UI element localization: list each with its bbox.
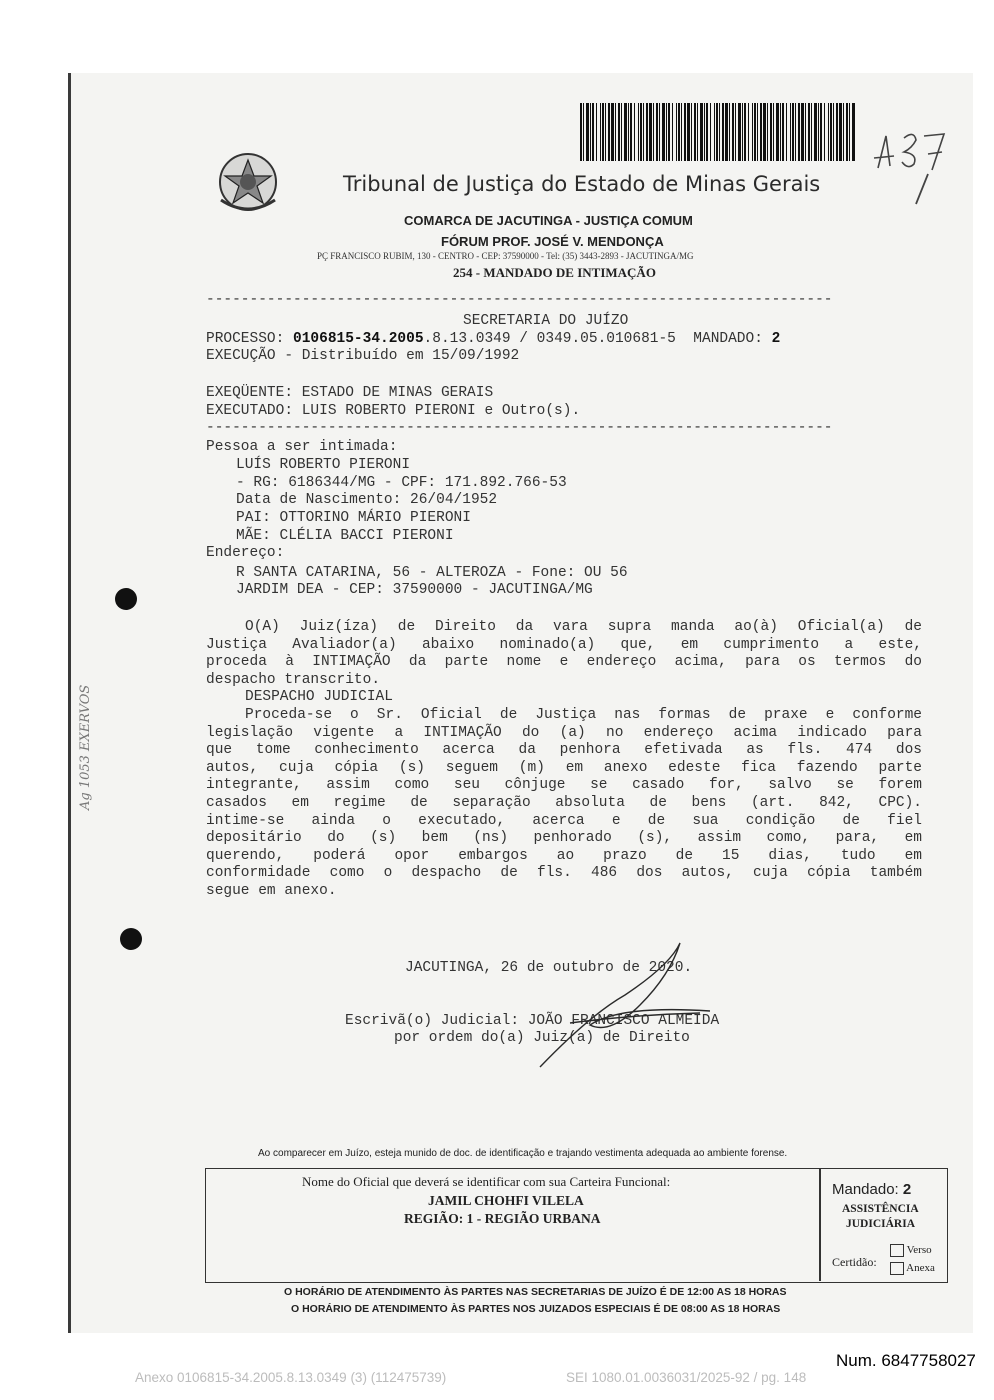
barcode-bar [624,103,627,161]
barcode-bar [659,103,660,161]
barcode-bar [586,103,589,161]
assistencia-label: ASSISTÊNCIA [842,1203,919,1215]
p2-line: casados em regime de separação absoluta de bens (art. 842, CPC). [206,794,922,811]
p2-line: intime-se ainda o executado, acerca e de sua condição de fiel [206,812,922,829]
oficial-label: Nome do Oficial que deverá se identificar com sua Carteira Funcional: [302,1174,671,1189]
comarca-heading: COMARCA DE JACUTINGA - JUSTIÇA COMUM [404,213,693,228]
barcode-bar [605,103,606,161]
forum-address: PÇ FRANCISCO RUBIM, 130 - CENTRO - CEP: 37590000 - Tel: (35) 3443-2893 - JACUTINGA/MG [317,251,694,261]
barcode-bar [602,103,604,161]
pessoa-mae: MÃE: CLÉLIA BACCI PIERONI [236,528,454,544]
barcode-bar [662,103,665,161]
p2-line: segue em anexo. [206,882,337,899]
anexa-label: Anexa [906,1262,935,1275]
barcode-bar [760,103,762,161]
barcode-bar [820,103,822,161]
mandado-number: 2 [771,331,781,347]
judiciaria-label: JUDICIÁRIA [846,1218,916,1230]
barcode-bar [706,103,708,161]
attendance-notice: Ao comparecer em Juízo, esteja munido de doc. de identificação e trajando vestimenta adequada ao ambiente forense. [258,1148,788,1159]
page-number: Num. 6847758027 [836,1351,976,1370]
barcode-bar [752,103,753,161]
barcode-bar [811,103,812,161]
date-line: JACUTINGA, 26 de outubro de 2020. [405,960,693,976]
coat-of-arms-icon [213,148,283,216]
footer-line-2: O HORÁRIO DE ATENDIMENTO ÀS PARTES NOS JUIZADOS ESPECIAIS É DE 08:00 AS 18 HORAS [291,1303,781,1315]
endereco-linha1: R SANTA CATARINA, 56 - ALTEROZA - Fone: OU 56 [236,565,628,581]
escriva-line: Escrivã(o) Judicial: JOÃO FRANCISCO ALMEIDA [345,1013,720,1029]
barcode-bar [808,103,810,161]
endereco-label: Endereço: [206,545,285,561]
barcode-bar [795,103,796,161]
barcode-bar [643,103,644,161]
barcode-bar [843,103,844,161]
barcode-bar [704,103,705,161]
verso-option[interactable] [890,1244,932,1257]
p1-line: Justiça Avaliador(a) abaixo nominado(a) que, em cumprimento a este, [206,636,922,653]
pessoa-label: Pessoa a ser intimada: [206,439,398,455]
p2-line: legislação vigente a INTIMAÇÃO do (a) no endereço acima indicado para [206,724,922,741]
barcode-bar [767,103,768,161]
oficial-nome: JAMIL CHOHFI VILELA [428,1193,584,1208]
barcode-bar [700,103,703,161]
verso-checkbox[interactable] [890,1244,904,1257]
anexa-checkbox[interactable] [890,1262,904,1275]
barcode-bar [790,103,791,161]
barcode-bar [691,103,692,161]
oficial-regiao: REGIÃO: 1 - REGIÃO URBANA [404,1211,601,1226]
p2-line: conformidade como o despacho de fls. 486 dos autos, cuja cópia também [206,865,922,882]
barcode-bar [596,103,597,161]
barcode-bar [684,103,686,161]
document-title: 254 - MANDADO DE INTIMAÇÃO [453,265,656,280]
margin-handwriting: Ag 1053 EXERVOS [78,684,93,810]
barcode-bar [729,103,730,161]
barcode-bar [628,103,629,161]
handwritten-signature [530,935,730,1075]
barcode-bar [600,103,601,161]
barcode-bar [852,103,855,161]
handwritten-page-number [868,118,958,208]
barcode-bar [653,103,654,161]
barcode [578,103,856,161]
barcode-bar [725,103,728,161]
barcode-bar [646,103,648,161]
box-mandado-number: 2 [902,1181,912,1198]
execucao-line: EXECUÇÃO - Distribuído em 15/09/1992 [206,348,520,364]
barcode-bar [681,103,682,161]
barcode-bar [833,103,834,161]
barcode-bar [611,103,614,161]
barcode-bar [738,103,741,161]
barcode-bar [814,103,817,161]
barcode-bar [590,103,591,161]
processo-label: PROCESSO: [206,331,294,347]
barcode-bar [649,103,652,161]
barcode-bar [776,103,779,161]
barcode-bar [676,103,677,161]
barcode-bar [818,103,819,161]
p2-line: autos, cuja cópia (s) seguem (m) em anexo edeste fica fazendo parte [206,759,922,776]
pessoa-nome: LUÍS ROBERTO PIERONI [236,457,411,473]
p2-line: querendo, poderá opor embargos ao prazo de 15 dias, tudo em [206,847,922,864]
exequente-line: EXEQÜENTE: ESTADO DE MINAS GERAIS [206,385,494,401]
p1-line: O(A) Juiz(íza) de Direito da vara supra manda ao(à) Oficial(a) de [245,619,922,635]
p2-line: depositário do (s) bem (ns) penhorado (s), assim como, para, em [206,830,922,847]
barcode-bar [801,103,804,161]
barcode-bar [748,103,749,161]
barcode-bar [621,103,622,161]
barcode-bar [694,103,696,161]
barcode-bar [640,103,642,161]
meta-right: SEI 1080.01.0036031/2025-92 / pg. 148 [566,1370,807,1385]
barcode-bar [763,103,766,161]
barcode-bar [580,103,582,161]
processo-number: 0106815-34.2005 [293,331,424,347]
secretaria-heading: SECRETARIA DO JUÍZO [463,313,629,329]
punch-hole [120,928,142,950]
barcode-bar [786,103,787,161]
barcode-bar [744,103,746,161]
barcode-bar [732,103,734,161]
barcode-bar [805,103,806,161]
anexa-option[interactable] [890,1262,935,1275]
barcode-bar [824,103,825,161]
pessoa-docs: - RG: 6186344/MG - CPF: 171.892.766-53 [236,475,567,491]
barcode-bar [710,103,711,161]
barcode-bar [638,103,639,161]
barcode-bar [782,103,784,161]
por-ordem-line: por ordem do(a) Juiz(a) de Direito [394,1030,690,1046]
barcode-bar [735,103,736,161]
barcode-bar [742,103,743,161]
barcode-bar [836,103,838,161]
endereco-linha2: JARDIM DEA - CEP: 37590000 - JACUTINGA/MG [236,582,593,598]
barcode-bar [583,103,584,161]
barcode-bar [716,103,718,161]
p1-line: despacho transcrito. [206,671,381,688]
barcode-bar [678,103,680,161]
barcode-bar [770,103,772,161]
barcode-bar [656,103,658,161]
barcode-bar [757,103,758,161]
barcode-bar [592,103,594,161]
barcode-bar [830,103,832,161]
box-mandado-label: Mandado: [832,1181,903,1198]
barcode-bar [615,103,616,161]
box-mandado [832,1181,911,1198]
barcode-bar [792,103,794,161]
barcode-bar [754,103,756,161]
p2-line: integrante, assim como seu cônjuge se casado for, salvo se forem [206,777,922,794]
barcode-bar [849,103,850,161]
processo-line [206,331,780,347]
oficial-box [205,1168,948,1283]
p2-line: que tome conhecimento acerca da penhora efetivada as fls. 474 dos [206,742,922,759]
barcode-bar [672,103,673,161]
barcode-bar [780,103,781,161]
barcode-bar [839,103,842,161]
meta-left: Anexo 0106815-34.2005.8.13.0349 (3) (112475739) [135,1370,447,1385]
separator-mid: ------------------------------------------------------------------------ [206,420,833,436]
barcode-bar [846,103,848,161]
verso-label: Verso [906,1244,932,1257]
barcode-bar [608,103,610,161]
footer-line-1: O HORÁRIO DE ATENDIMENTO ÀS PARTES NAS SECRETARIAS DE JUÍZO É DE 12:00 AS 18 HORAS [284,1286,787,1298]
separator-top: ------------------------------------------------------------------------ [206,292,833,308]
p2-line: Proceda-se o Sr. Oficial de Justiça nas formas de praxe e conforme [245,706,922,723]
barcode-bar [618,103,620,161]
barcode-bar [773,103,774,161]
barcode-bar [687,103,690,161]
processo-number-rest: .8.13.0349 / 0349.05.010681-5 MANDADO: [423,331,772,347]
certidao-label: Certidão: [832,1255,877,1269]
box-divider [819,1169,821,1281]
barcode-bar [719,103,720,161]
barcode-bar [668,103,670,161]
barcode-bar [666,103,667,161]
p1-line: proceda à INTIMAÇÃO da parte nome e endereço acima, para os termos do [206,654,922,671]
pessoa-pai: PAI: OTTORINO MÁRIO PIERONI [236,510,471,526]
barcode-bar [798,103,800,161]
punch-hole [115,588,137,610]
court-name: Tribunal de Justiça do Estado de Minas Gerais [343,172,821,196]
executado-line: EXECUTADO: LUIS ROBERTO PIERONI e Outro(s). [206,403,581,419]
despacho-title: DESPACHO JUDICIAL [245,689,393,706]
barcode-bar [722,103,724,161]
forum-heading: FÓRUM PROF. JOSÉ V. MENDONÇA [441,234,664,249]
barcode-bar [697,103,698,161]
barcode-bar [630,103,632,161]
pessoa-nascimento: Data de Nascimento: 26/04/1952 [236,492,498,508]
barcode-bar [828,103,829,161]
barcode-bar [634,103,635,161]
barcode-bar [714,103,715,161]
body-paragraph-1 [206,619,922,901]
